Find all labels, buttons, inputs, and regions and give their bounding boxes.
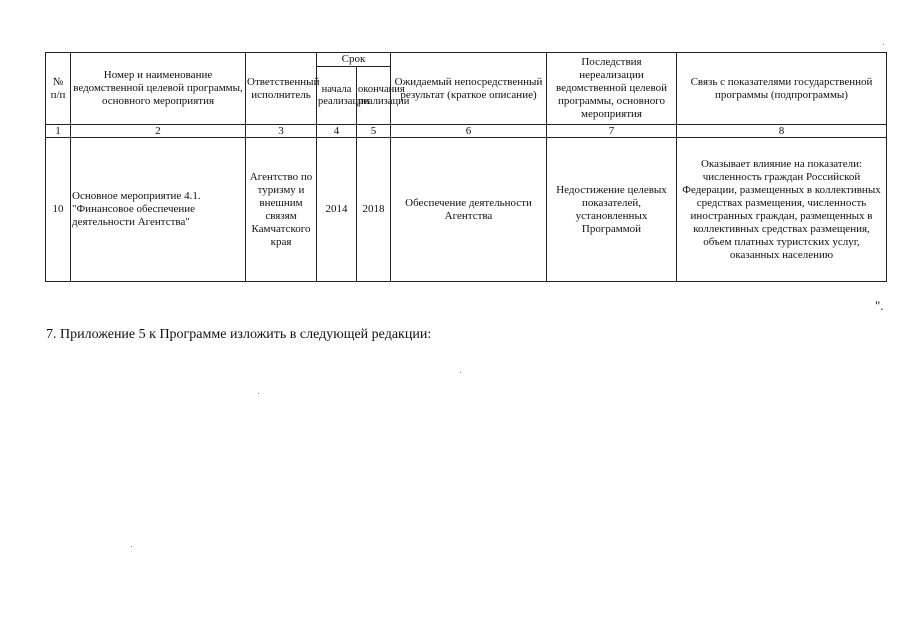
scan-speck bbox=[258, 393, 259, 394]
header-program-name: Номер и наименование ведомственной целевой программы, основного мероприятия bbox=[71, 53, 246, 125]
header-consequences: Последствия нереализации ведомственной целевой программы, основного мероприятия bbox=[547, 53, 677, 125]
row-expected-result: Обеспечение деятельности Агентства bbox=[391, 138, 547, 282]
column-number: 2 bbox=[71, 125, 246, 138]
header-number: № п/п bbox=[46, 53, 71, 125]
column-number: 1 bbox=[46, 125, 71, 138]
header-responsible: Ответственный исполнитель bbox=[246, 53, 317, 125]
column-number: 5 bbox=[357, 125, 391, 138]
row-start-year: 2014 bbox=[317, 138, 357, 282]
scan-speck bbox=[883, 44, 884, 45]
column-number: 7 bbox=[547, 125, 677, 138]
row-number: 10 bbox=[46, 138, 71, 282]
row-indicators: Оказывает влияние на показатели: численность граждан Российской Федерации, размещенных в коллективных средствах размещения, численность иностранных граждан, размещенных в коллективных средствах размещения, объем платных туристских услуг, оказанных населению bbox=[677, 138, 887, 282]
paragraph-text: 7. Приложение 5 к Программе изложить в следующей редакции: bbox=[46, 327, 432, 342]
scan-speck bbox=[131, 546, 132, 547]
row-program-name: Основное мероприятие 4.1. "Финансовое обеспечение деятельности Агентства" bbox=[71, 138, 246, 282]
row-responsible: Агентство по туризму и внешним связям Камчатского края bbox=[246, 138, 317, 282]
program-activities-table bbox=[45, 52, 887, 282]
header-term: Срок bbox=[317, 53, 391, 67]
column-number: 4 bbox=[317, 125, 357, 138]
header-indicators: Связь с показателями государственной программы (подпрограммы) bbox=[677, 53, 887, 125]
column-number: 6 bbox=[391, 125, 547, 138]
header-expected-result: Ожидаемый непосредственный результат (краткое описание) bbox=[391, 53, 547, 125]
row-end-year: 2018 bbox=[357, 138, 391, 282]
table-row bbox=[46, 138, 887, 282]
row-consequences: Недостижение целевых показателей, установленных Программой bbox=[547, 138, 677, 282]
header-end: окончания реализации bbox=[357, 67, 391, 125]
scan-speck bbox=[460, 372, 461, 373]
closing-quote: ". bbox=[875, 298, 884, 313]
column-number: 8 bbox=[677, 125, 887, 138]
column-number: 3 bbox=[246, 125, 317, 138]
header-start: начала реализации bbox=[317, 67, 357, 125]
